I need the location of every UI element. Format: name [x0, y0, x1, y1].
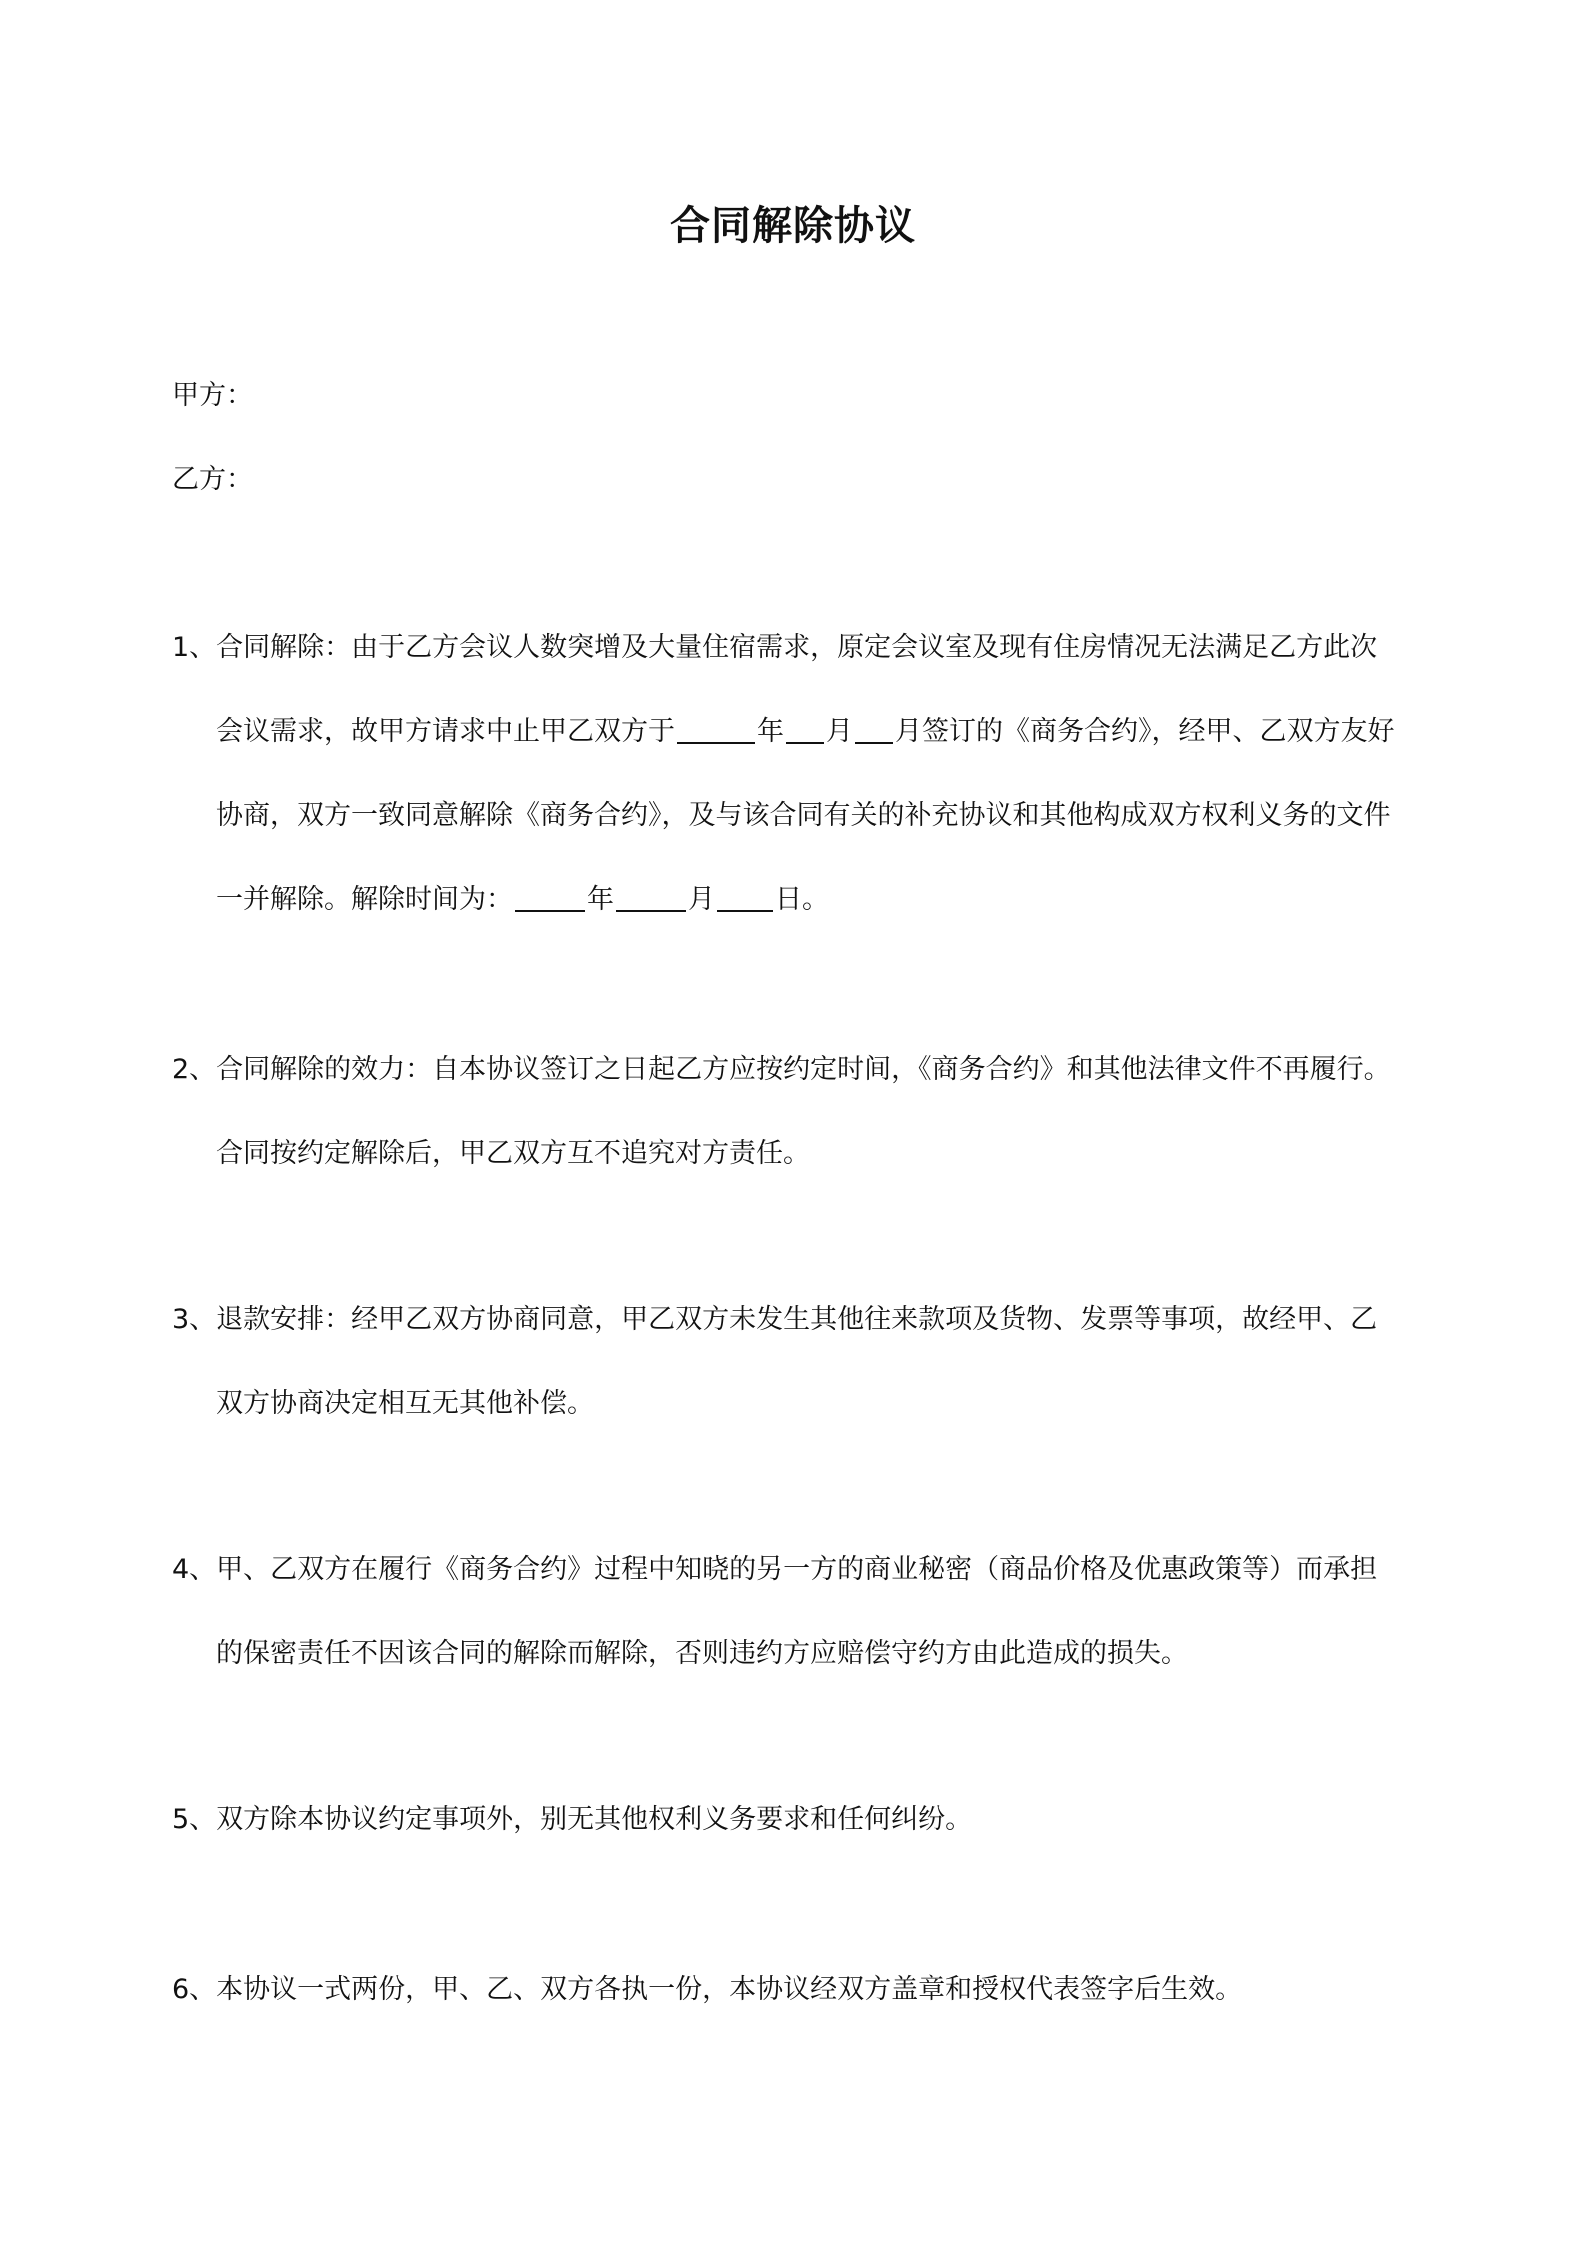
clause-1-text: 会议需求，故甲方请求中止甲乙双方于: [216, 716, 675, 747]
year-label: 年: [587, 884, 614, 915]
clause-3-line-2: 双方协商决定相互无其他补偿。: [216, 1388, 594, 1419]
clause-6: [172, 1970, 1428, 2010]
page-title: 合同解除协议: [670, 203, 916, 249]
blank-year-field[interactable]: [515, 880, 585, 912]
clause-4: [172, 1550, 1428, 1674]
party-a-label: 甲方：: [172, 380, 253, 411]
blank-day-field[interactable]: [717, 880, 773, 912]
clause-1-text: 一并解除。解除时间为：: [216, 884, 513, 915]
day-label: 日。: [775, 884, 829, 915]
month-label: 月: [826, 716, 853, 747]
clause-2: [172, 1050, 1428, 1174]
clause-1: [172, 628, 1428, 920]
clause-1-line-1: 1、合同解除：由于乙方会议人数突增及大量住宿需求，原定会议室及现有住房情况无法满足乙方此次: [172, 632, 1378, 663]
year-label: 年: [757, 716, 784, 747]
clause-3-line-1: 3、退款安排：经甲乙双方协商同意，甲乙双方未发生其他往来款项及货物、发票等事项，故经甲、乙: [172, 1304, 1378, 1335]
clause-1-line-3: 协商，双方一致同意解除《商务合约》，及与该合同有关的补充协议和其他构成双方权利义务的文件: [216, 800, 1391, 831]
clause-4-line-1: 4、甲、乙双方在履行《商务合约》过程中知晓的另一方的商业秘密（商品价格及优惠政策等）而承担: [172, 1554, 1378, 1585]
clause-4-line-2: 的保密责任不因该合同的解除而解除，否则违约方应赔偿守约方由此造成的损失。: [216, 1638, 1188, 1669]
blank-month-field[interactable]: [616, 880, 686, 912]
party-b-label: 乙方：: [172, 464, 253, 495]
clause-1-line-2: [172, 712, 1428, 752]
blank-month-field[interactable]: [786, 712, 824, 744]
clause-5-line-1: 5、双方除本协议约定事项外，别无其他权利义务要求和任何纠纷。: [172, 1804, 973, 1835]
blank-day-field[interactable]: [855, 712, 893, 744]
clause-6-line-1: 6、本协议一式两份，甲、乙、双方各执一份，本协议经双方盖章和授权代表签字后生效。: [172, 1974, 1243, 2005]
clause-5: [172, 1800, 1428, 1840]
blank-year-field[interactable]: [677, 712, 755, 744]
clause-3: [172, 1300, 1428, 1424]
clause-1-text: 月签订的《商务合约》，经甲、乙双方友好: [895, 716, 1395, 747]
clause-2-line-2: 合同按约定解除后，甲乙双方互不追究对方责任。: [216, 1138, 810, 1169]
clause-1-line-4: [172, 880, 1428, 920]
clause-2-line-1: 2、合同解除的效力：自本协议签订之日起乙方应按约定时间，《商务合约》和其他法律文件不再履行。: [172, 1054, 1391, 1085]
month-label: 月: [688, 884, 715, 915]
